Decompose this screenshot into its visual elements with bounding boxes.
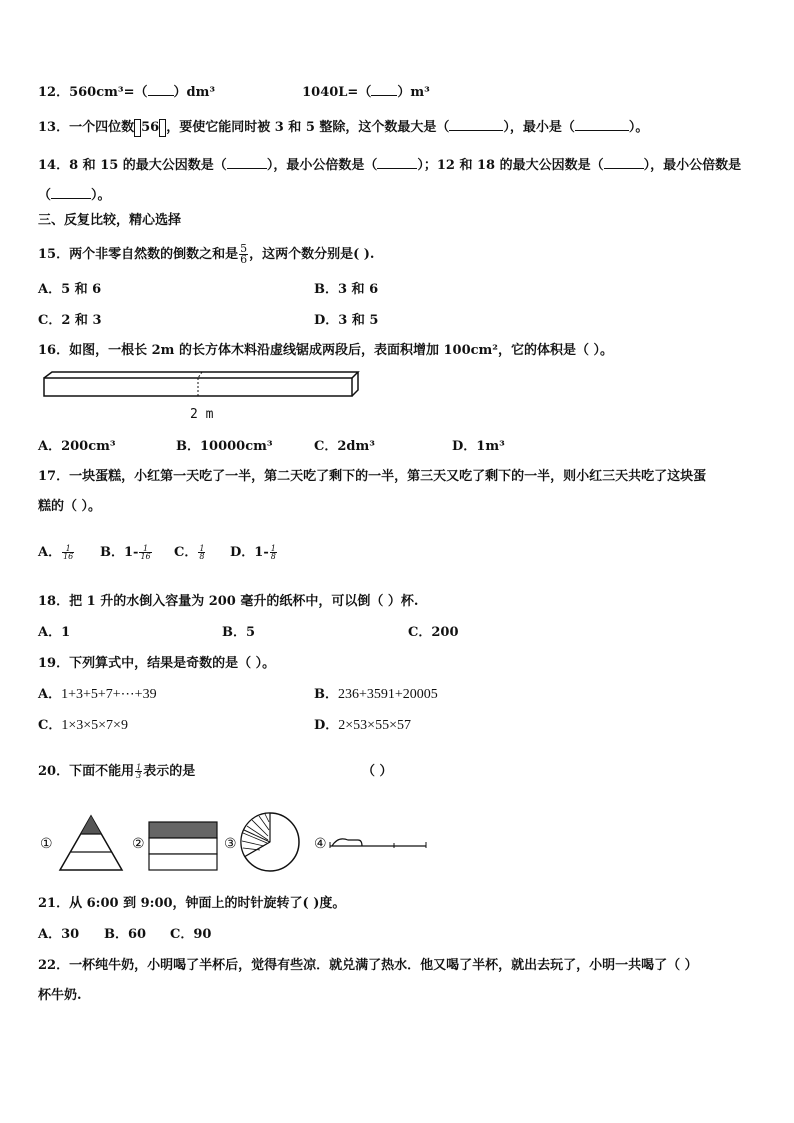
q12-part2-end: ）m³ [397,85,430,100]
option-c[interactable]: C．1×3×5×7×9 [38,718,128,733]
option-b[interactable]: B．1- $\frac{1}{16}$ [100,544,151,561]
q14-text: ）；12 和 18 的最大公因数是（ [417,158,604,173]
question-19 [38,655,275,673]
q12-part1-end: ）dm³ [173,85,216,100]
option-c[interactable]: C．2 和 3 [38,313,102,328]
q12-part1: 560cm³=（ [69,85,148,100]
option-a[interactable]: A．1+3+5+7+⋯+39 [38,687,157,702]
option-c[interactable]: C．2dm³ [314,439,375,454]
figure-label-3: ③ [224,837,237,852]
question-22 [38,957,698,975]
option-d[interactable]: D．1m³ [452,439,505,454]
q13-text: ，要使它能同时被 3 和 5 整除，这个数最大是（ [166,120,450,135]
question-number: 19． [38,656,70,671]
q13-digits: 56 [141,120,160,135]
question-number: 20． [38,764,70,779]
option-b[interactable]: B．10000cm³ [176,439,273,454]
question-number: 22． [38,958,70,973]
q13-text: ）。 [628,120,649,135]
question-21 [38,895,345,913]
q20-text: 下面不能用 [69,764,135,779]
option-b[interactable]: B．236+3591+20005 [314,687,438,702]
option-a[interactable]: A．1 [38,625,71,640]
rectangle-figure [148,820,220,872]
question-number: 16． [38,343,70,358]
q15-text: 两个非零自然数的倒数之和是 [69,247,239,262]
question-number: 12． [38,85,70,100]
q14-text: ），最小公倍数是 [643,158,742,173]
triangle-figure [56,812,126,874]
section-heading: 三、反复比较，精心选择 [38,213,182,228]
q21-text: 从 6:00 到 9:00，钟面上的时针旋转了( )度。 [69,896,346,911]
q13-text: ），最小是（ [503,120,575,135]
option-c[interactable]: C． $\frac{1}{8}$ [174,544,205,561]
option-d[interactable]: D．3 和 5 [314,313,379,328]
question-number: 15． [38,247,70,262]
option-a[interactable]: A． $\frac{1}{16}$ [38,544,74,561]
figure-length-label: 2 m [190,407,214,422]
q15-text: ，这两个数分别是( ). [249,247,375,262]
q14-text: ），最小公倍数是（ [266,158,378,173]
option-b[interactable]: B．5 [222,625,256,640]
q14-text: （ [38,188,52,203]
option-b[interactable]: B．3 和 6 [314,282,379,297]
option-c[interactable]: C．90 [170,927,212,942]
circle-figure [238,810,302,874]
q19-text: 下列算式中，结果是奇数的是（ ）。 [69,656,276,671]
question-18 [38,593,418,611]
question-number: 14． [38,158,70,173]
answer-blank[interactable] [604,156,644,169]
answer-blank[interactable] [227,156,267,169]
question-16 [38,342,613,360]
option-a[interactable]: A．200cm³ [38,439,116,454]
question-14 [38,156,741,175]
option-a[interactable]: A．30 [38,927,80,942]
cut-line [198,372,202,378]
q18-text: 把 1 升的水倒入容量为 200 毫升的纸杯中，可以倒（ ）杯. [69,594,419,609]
answer-blank[interactable] [148,83,174,96]
answer-blank[interactable] [51,186,91,199]
question-17 [38,468,706,486]
option-d[interactable]: D．1- $\frac{1}{8}$ [230,544,276,561]
q16-text: 如图，一根长 2m 的长方体木料沿虚线锯成两段后，表面积增加 100cm²，它的体积是（ ）。 [69,343,613,358]
option-a[interactable]: A．5 和 6 [38,282,102,297]
question-number: 13． [38,120,70,135]
q17-text-cont: 糕的（ ）。 [38,499,102,514]
q12-part2: 1040L=（ [302,85,372,100]
question-13 [38,118,648,137]
option-c[interactable]: C．200 [408,625,459,640]
answer-blank[interactable] [377,156,417,169]
q14-text: ）。 [91,188,111,203]
q13-text: 一个四位数 [69,120,135,135]
answer-blank[interactable] [449,118,503,131]
answer-paren[interactable]: （ ） [362,764,393,779]
figure-label-2: ② [132,837,145,852]
q22-text-cont: 杯牛奶. [38,988,82,1003]
question-number: 17． [38,469,70,484]
figure-label-1: ① [40,837,53,852]
answer-blank[interactable] [575,118,629,131]
fraction: $\frac{5}{6}$ [240,242,248,266]
question-20 [38,763,195,781]
question-number: 21． [38,896,70,911]
figure-label-4: ④ [314,837,327,852]
question-12 [38,83,430,102]
q22-text: 一杯纯牛奶，小明喝了半杯后，觉得有些凉．就兑满了热水．他又喝了半杯，就出去玩了，小明一共喝了（ ） [69,958,698,973]
question-number: 18． [38,594,70,609]
wood-beam-figure [40,368,364,400]
question-14-cont [38,186,111,205]
fraction: $\frac{1}{3}$ [136,763,142,780]
q17-text: 一块蛋糕，小红第一天吃了一半，第二天吃了剩下的一半，第三天又吃了剩下的一半，则小红三天共吃了这块蛋 [69,469,707,484]
q14-text: 8 和 15 的最大公因数是（ [69,158,227,173]
option-b[interactable]: B．60 [104,927,147,942]
question-15 [38,244,374,265]
q20-text: 表示的是 [143,764,196,779]
segment-figure [328,832,428,854]
option-d[interactable]: D．2×53×55×57 [314,718,411,733]
answer-blank[interactable] [371,83,397,96]
